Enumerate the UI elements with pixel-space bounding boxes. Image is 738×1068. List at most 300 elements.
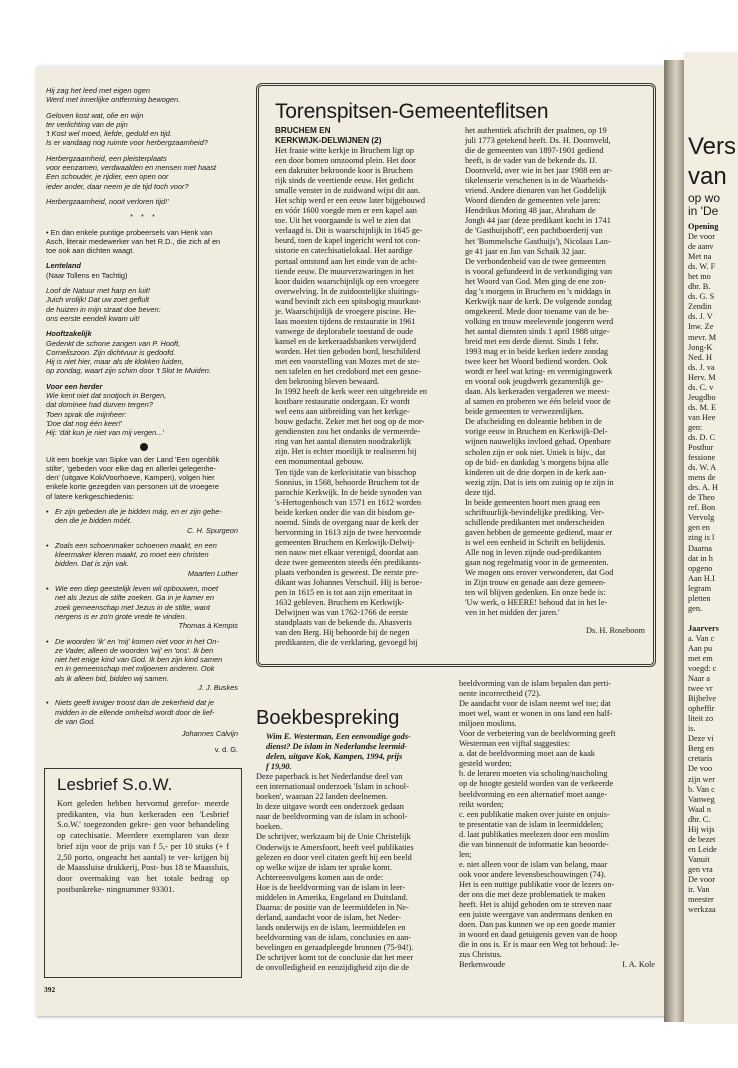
- poem-herder: [46, 391, 242, 437]
- text-line: werkzaa: [688, 905, 716, 915]
- text-line: beeldvorming van de islam, conclusies en aan-: [256, 932, 412, 942]
- text-line: de aanv: [688, 242, 714, 252]
- text-line: Wie kent niet dat snotjoch in Bergen,: [46, 391, 167, 401]
- text-line: Het schip werd er een eeuw later bijgebouwd: [275, 196, 425, 206]
- text-line: Geloven kost wat, olie en wijn: [46, 110, 144, 120]
- text-line: of latere kerkgeschiedenis:: [46, 491, 134, 501]
- text-line: miljoen moslims.: [459, 719, 517, 729]
- page-number: 392: [44, 985, 56, 994]
- text-line: Juich vrolijk! Dat uw zoet geflult: [46, 295, 150, 305]
- text-line: den bekroning bleven bewaard.: [275, 377, 380, 387]
- text-line: Meerdere exemplaren van deze brief zijn: [57, 831, 230, 851]
- text-line: e. niet alleen voor de islam van belang, maar: [459, 859, 608, 869]
- text-line: gemeenten Bruchem en Kerkwijk-Delwij-: [275, 537, 415, 547]
- text-line: ds. J. va: [688, 362, 715, 372]
- text-line: Aan H.I: [688, 573, 715, 583]
- text-line: Vervolg: [688, 513, 715, 523]
- text-line: voor de prijs van f 5,- per 10 stuks (+: [91, 841, 224, 851]
- text-line: plaats verbonden is geweest. De eerste pre-: [275, 567, 419, 577]
- text-line: Is er vandaag nog ruimte voor herbergzaamheid?: [46, 138, 208, 148]
- text-line: b. de leraren moeten via scholing/nascholing: [459, 769, 608, 779]
- text-line: toe ook aan dichten waagt.: [46, 246, 135, 256]
- text-line: ring van het aantal diensten noodzakelijk: [275, 437, 412, 447]
- left-column: [46, 86, 242, 754]
- text-line: gen en: [688, 523, 710, 533]
- text-line: delen, uitgave Kok, Kampen, 1994, prijs: [266, 752, 403, 762]
- text-line: de huizen in mijn straat doe beven:: [46, 304, 161, 314]
- text-line: tikelenserie verschenen is in de Waarheids-: [465, 176, 609, 186]
- text-line: naar de beeldvorming van de islam in school-: [256, 812, 408, 822]
- text-line: der ons die met deze problematiek te maken: [459, 889, 606, 899]
- text-line: wand bevindt zich een spitsbogig muurkast-: [275, 296, 422, 306]
- text-line: Ned. H: [688, 352, 712, 362]
- text-line: wijnen nauwelijks invloed gehad. Openbare: [465, 437, 611, 447]
- text-line: Toen sprak die mijnheer:: [46, 409, 127, 419]
- text-line: een dakruiter bekroonde koor is Bruchem: [275, 166, 414, 176]
- text-line: kinderen uit de drie dorpen in de kerk aan-: [465, 467, 607, 477]
- text-line: mevr. M: [688, 332, 717, 342]
- text-line: noemd. Sinds de overgang naar de kerk der: [275, 517, 419, 527]
- text-line: al samen en proberen we één beleid voor de: [465, 397, 611, 407]
- quote-item: • De woorden 'ik' en 'mij' komen niet voor in het On- ze Vader, alleen de woorden 'wij' en 'ons'. Ik ben niet het enige kind van God. Ik ben zijn kind samen en in gemeenschap met miljoenen anderen. Ook als ik alleen bid, bidden wij samen.: [46, 637, 242, 683]
- text-line: stilte', 'gebeden voor elke dag en allerlei gelegenhe-: [46, 463, 217, 473]
- book-gutter: [664, 60, 684, 1022]
- text-line: c. een publikatie maken over juiste en onjuis-: [459, 809, 610, 819]
- next-page-headline: Vers: [688, 133, 737, 160]
- text-line: vorige eeuw in Bruchem en Kerkwijk-Del-: [465, 427, 608, 437]
- text-line: middelen in Amerika, Engeland en Duitsland.: [256, 892, 408, 902]
- intro-paragraph: [46, 228, 242, 256]
- text-line: een juiste weergave van andermans denken en: [459, 910, 613, 920]
- poem-subtitle: (Naar Tollens en Tachtig): [46, 270, 128, 280]
- text-line: op zondag, waart zijn schim door 't Slot te Muiden.: [46, 366, 211, 376]
- text-line: worden. Het tien geboden bord, beschilderd: [275, 346, 421, 356]
- text-line: smalle venster in de zuidwand wijst dit aan.: [275, 186, 421, 196]
- text-line: Een schouder, je rijdier, een open oor: [46, 172, 169, 182]
- text-line: ten wil blijven gedenken. En onze bede is:: [465, 588, 606, 598]
- text-line: moet wel, want er wonen in ons land een half-: [459, 709, 613, 719]
- text-line: deze twee gemeenten steeds één predikants-: [275, 557, 422, 567]
- text-line: 'Doe dat nog één keer!': [46, 418, 122, 428]
- text-line: Gedenkt de schone zangen van P. Hooft,: [46, 338, 181, 348]
- text-line: Hij zag het leed met eigen ogen: [46, 86, 150, 95]
- text-line: fessione: [688, 453, 716, 463]
- quote-item: • Niets geeft inniger troost dan de zekerheid dat je midden in de ellende omhelsd wordt door de lief- de van God.: [46, 698, 242, 726]
- text-line: op de hoogte gesteld worden van de verkeerde: [459, 779, 614, 789]
- text-line: nergens is er zo'n grote vrede te vinden.: [55, 611, 187, 621]
- text-line: cretaris: [688, 754, 713, 764]
- text-line: heeft, is de vader van de bekende ds. IJ.: [465, 156, 598, 166]
- text-line: toe. Uit het voorgaande is wel te zien dat: [275, 216, 411, 226]
- text-line: en in gemeenschap met miljoenen anderen. Ook: [55, 664, 215, 674]
- text-line: Hendrikus Moring 48 jaar, Abraham de: [465, 206, 596, 216]
- text-line: Alle nog in leven zijnde oud-predikanten: [465, 547, 602, 557]
- text-line: Hoe is de beeldvorming van de islam in leer-: [256, 882, 406, 892]
- text-line: Herbergzaamheid, een pleisterplaats: [46, 153, 167, 163]
- text-line: beurd, toen de kapel ingericht werd tot con-: [275, 236, 421, 246]
- text-line: de van God.: [55, 716, 96, 726]
- text-line: kostbare restauratie ondergaan. Er wordt: [275, 397, 410, 407]
- text-line: Deze paperback is het Nederlandse deel van: [256, 772, 403, 782]
- text-line: schriftuurlijk-bevindelijke prediking. Ver-: [465, 507, 605, 517]
- text-line: mens de: [688, 473, 716, 483]
- text-line: daan. Als kerkeraden vergaderen we meest-: [465, 387, 610, 397]
- text-line: verlaagd is. Dit is waarschijnlijk in 1645 ge-: [275, 226, 423, 236]
- text-line: De verbondenheid van de twee gemeenten: [465, 256, 606, 266]
- text-line: Kort geleden hebben hervormd gerefor-: [57, 799, 200, 808]
- text-line: KERKWIJK-DELWIJNEN (2): [275, 136, 382, 145]
- text-line: gen vra: [688, 864, 713, 874]
- text-line: den' (uitgave Kok/Voorhoeve, Kampen), volgen hier: [46, 473, 215, 483]
- text-line: Zendin: [688, 302, 712, 312]
- text-line: met een voorstelling van Mozes met de ste-: [275, 356, 420, 366]
- text-line: Doornveld, over wie in het jaar 1988 een ar-: [465, 166, 613, 176]
- text-line: In deze uitgave wordt een onderzoek gedaan: [256, 802, 404, 812]
- text-line: dhr. C.: [688, 814, 711, 824]
- lesbrief-box: [44, 768, 242, 978]
- text-line: bidden. Dat is zijn vak.: [55, 559, 129, 569]
- text-line: van den Berg. Hij behoorde bij de negen: [275, 628, 410, 638]
- text-line: vanwege de deplorabele toestand de oude: [275, 326, 413, 336]
- text-line: ons eerste eendeli kwam uit!: [46, 313, 140, 323]
- text-line: Vanweg: [688, 794, 715, 804]
- text-line: vriend. Andere dienaren van het Goddelijk: [465, 186, 607, 196]
- poem-title-hooftzakelijk: Hooftzakelijk: [46, 329, 92, 339]
- text-line: De voor: [688, 232, 715, 242]
- text-line: gen voor behandeling op catechisatie.: [57, 820, 230, 841]
- text-line: gesteld worden;: [459, 759, 512, 769]
- text-line: ven in het midden der jaren.': [465, 608, 560, 618]
- text-line: en vooral ook jeugdwerk gezamenlijk ge-: [465, 377, 604, 387]
- text-line: b. Van c: [688, 784, 715, 794]
- text-line: juli 1773 getekend heeft. Ds. H. Doornveld,: [465, 136, 611, 146]
- text-line: opgeno: [688, 563, 713, 573]
- text-line: het Woord van God. Men ging de ene zon-: [465, 276, 607, 286]
- text-line: Naar a: [688, 674, 710, 684]
- text-line: BRUCHEM EN: [275, 126, 331, 135]
- poem-title-lenteland: Lenteland: [46, 261, 81, 271]
- text-line: Werd met innerlijke ontferming bewogen.: [46, 95, 181, 105]
- text-line: In beide gemeenten hoort men graag een: [465, 497, 600, 507]
- text-line: ds. D. C: [688, 432, 716, 442]
- text-line: ds. M. E: [688, 402, 717, 412]
- text-line: den die je bidden móét.: [55, 516, 132, 526]
- text-line: voor eenzamen, verdwaalden en mensen met haast: [46, 163, 217, 173]
- text-line: beeldvorming en een alternatief moet aange-: [459, 789, 608, 799]
- text-line: is vooral gefundeerd in de verkondiging van: [465, 266, 612, 276]
- text-line: tiende eeuw. De muurverzwaringen in het: [275, 266, 414, 276]
- text-line: zoek gemeenschap met Jezus in de stilte, want: [55, 602, 210, 612]
- text-line: Voor de verbetering van de beeldvorming geeft: [459, 729, 616, 739]
- poem-stanza-2: [46, 111, 242, 148]
- section-divider-dot: [140, 443, 148, 451]
- text-line: op de bid- en dankdag 's morgens bijna alle: [465, 457, 609, 467]
- text-line: Bijbelve: [688, 694, 717, 704]
- text-line: gaven hebben de gemeente gediend, maar er: [465, 527, 613, 537]
- text-line: beide kerken onder die van dit bisdom ge-: [275, 507, 415, 517]
- text-line: Delwijnen was van 1762-1766 de eerste: [275, 608, 408, 618]
- text-line: De woorden 'ik' en 'mij' komen niet voor in het On-: [55, 636, 219, 646]
- text-line: en vóór 1600 voegde men er een kapel aan: [275, 206, 417, 216]
- text-line: zijn. Het is echter moeilijk te realiseren bij: [275, 447, 417, 457]
- text-line: ieder ander, daar neem je de tijd toch voor?: [46, 181, 189, 191]
- text-line: Aan pu: [688, 643, 713, 653]
- lesbrief-title: Lesbrief S.o.W.: [57, 775, 173, 794]
- text-line: zijn wer: [688, 774, 715, 784]
- text-line: legram: [688, 583, 712, 593]
- text-line: en Leide: [688, 844, 717, 854]
- text-line: ds. J. V: [688, 312, 713, 322]
- text-line: boeken', waaraan 22 landen deelnemen.: [256, 792, 388, 802]
- section-divider-stars: * * *: [130, 212, 158, 222]
- article-subtitle: [275, 126, 455, 146]
- text-line: Hij: 'dát kun je niet van mij vergen...': [46, 428, 164, 438]
- quote-author: C. H. Spurgeon: [187, 525, 238, 535]
- text-line: het 'Bommelsche Gasthuijs'), Nicolaas Lan-: [465, 236, 611, 246]
- text-line: breid met een derde dienst. Sinds 1 febr.: [465, 336, 599, 346]
- text-line: De voor: [688, 875, 715, 884]
- article-signature: Ds. H. Roseboom: [585, 626, 645, 636]
- text-line: te presentatie van de islam in leermiddelen;: [459, 819, 604, 829]
- text-line: derland, aandacht voor de islam, het Neder-: [256, 912, 401, 922]
- text-line: je. Waarschijnlijk de vroegere piscine. He-: [275, 306, 417, 316]
- text-line: een internationaal onderzoek 'Islam in school-: [256, 782, 409, 792]
- text-line: Posthur: [688, 443, 714, 453]
- text-line: In 1992 heeft de kerk weer een uitgebreide en: [275, 387, 428, 397]
- text-line: koor duiden waarschijnlijk op een vroegere: [275, 276, 419, 286]
- text-line: bouw gedacht. Zeker met het oog op de mor-: [275, 417, 425, 427]
- review-place: Berkenwoude: [459, 960, 506, 970]
- text-line: gen.: [688, 603, 703, 613]
- text-line: met em: [688, 653, 713, 663]
- text-line: scholen zijn er ook niet. Uniek is bijv., dat: [465, 447, 606, 457]
- text-line: dikant was Johannes Verschuil. Hij is beroe-: [275, 578, 423, 588]
- text-line: Jong-K: [688, 342, 713, 352]
- text-line: zing is l: [688, 533, 715, 543]
- text-line: Vanuit: [688, 854, 710, 864]
- text-line: als ik alleen bid, bidden wij samen.: [55, 673, 169, 683]
- text-line: wel eens aan uitbreiding van het kerkge-: [275, 407, 410, 417]
- text-line: 's-Hertogenbosch van 1571 en 1612 worden: [275, 497, 421, 507]
- next-page-subhead: op wo: [688, 191, 721, 205]
- text-line: ook voor andere levensbeschouwingen (74).: [459, 869, 606, 879]
- text-line: ds. W. A: [688, 463, 717, 473]
- text-line: het mo: [688, 272, 711, 282]
- review-title: Boekbespreking: [256, 707, 400, 729]
- text-line: gaan nog regelmatig voor in de gemeenten.: [465, 558, 609, 568]
- text-line: sistorie en catechisatielokaal. Het aardige: [275, 246, 413, 256]
- text-line: opheffir: [688, 704, 715, 714]
- text-line: Ten tijde van de kerkvisitatie van bisschop: [275, 467, 417, 477]
- text-line: Het fraaie witte kerkje in Bruchem ligt op: [275, 146, 414, 155]
- text-line: ter verlichting van de pijn: [46, 119, 128, 129]
- text-line: een monumentaal gebouw.: [275, 457, 364, 467]
- text-line: overwelving. In de zuidoostelijke sluitings-: [275, 286, 420, 296]
- text-line: Asch, literair medewerker van het R.D., die zich af en: [46, 236, 221, 246]
- text-line: standplaats van de bekende ds. Ahasveris: [275, 618, 412, 628]
- text-line: f 2,50 porto, ongeacht het aantal) te ver-: [57, 841, 230, 862]
- text-line: kleermaker kleren maakt, zo moet een christen: [55, 550, 209, 560]
- text-line: De schrijver komt tot de conclusie dat het meer: [256, 953, 414, 963]
- text-line: Onderwijs te Amersfoort, heeft veel publikaties: [256, 842, 414, 852]
- poem-stanza-3: [46, 154, 242, 191]
- text-line: Er zijn gebeden die je bidden mág, en er zijn gebe-: [55, 506, 222, 516]
- text-line: nen nauw met elkaar verenigd, doordat aan: [275, 547, 419, 557]
- column-signature: v. d. G.: [214, 744, 238, 754]
- text-line: 1993 mag er in beide kerken iedere zondag: [465, 347, 609, 357]
- text-line: 'Uw werk, o HEERE! behoud dat in het le-: [465, 598, 608, 608]
- lesbrief-body: [57, 799, 229, 895]
- text-line: boeken.: [256, 822, 283, 832]
- text-line: meerde predikanten, via hun kerkeraden: [57, 799, 229, 819]
- review-column-1: [256, 732, 450, 973]
- text-line: ge 41 jaar en Jan van Schaik 32 jaar.: [465, 246, 586, 256]
- text-line: drs. A. H: [688, 483, 718, 493]
- text-line: kansel en de kerkeraadsbanken verwijderd: [275, 336, 416, 346]
- text-line: ningnummer 93301.: [106, 884, 175, 894]
- text-line: f 19,90.: [266, 762, 292, 772]
- text-line: bus 18 te Maassluis, door overmaking: [57, 863, 229, 883]
- text-line: die in ons is. Er is maar een Weg tot behoud: Je-: [459, 940, 620, 950]
- text-line: ds. C. v: [688, 382, 714, 392]
- text-line: Deze vi: [688, 734, 714, 744]
- text-line: Het is een nuttige publikatie voor de lezers on-: [459, 879, 615, 889]
- text-line: Waal n: [688, 804, 712, 814]
- quote-author: Maarten Luther: [187, 568, 238, 578]
- text-line: Loof de Natuur met harp en luit!: [46, 286, 150, 296]
- text-line: wezig zijn. Dat is iets om zuinig op te zijn in: [465, 477, 614, 487]
- poem-lenteland: [46, 286, 242, 323]
- poem-hooftzakelijk: [46, 339, 242, 376]
- text-line: Daarna: de positie van de leermiddelen in Ne-: [256, 902, 409, 912]
- text-line: Jaarvers: [688, 623, 719, 633]
- text-line: predikanten, die de verklaring, gevoegd bij: [275, 638, 418, 648]
- quote-author: J. J. Buskes: [198, 683, 238, 693]
- text-line: is wel een eenheid in Schrift en belijdenis.: [465, 537, 606, 547]
- text-line: 't Kost wel moed, liefde, geduld en tijd.: [46, 129, 172, 139]
- text-line: de 'Gasthuijshoff', een pachtboerderij van: [465, 226, 603, 236]
- text-line: midden in de ellende omhelsd wordt door de lief-: [55, 707, 215, 717]
- text-line: die de gemeenten van 1897-1901 gediend: [465, 146, 604, 156]
- text-line: meester: [688, 895, 714, 905]
- text-line: len;: [459, 849, 472, 859]
- text-line: gelezen en door veel citaten geeft hij een beeld: [256, 852, 412, 862]
- text-line: ref. Bon: [688, 503, 716, 513]
- text-line: laas moesten tijdens de restauratie in 1961: [275, 316, 416, 326]
- text-line: op welke wijze de islam ter sprake komt.: [256, 862, 392, 872]
- text-line: Wim E. Westerman, Een eenvoudige gods-: [266, 732, 411, 741]
- text-line: De aandacht voor de islam neemt wel toe; dat: [459, 699, 611, 709]
- poem-closing-line: Herbergzaamheid, nooit verloren tijd!': [46, 196, 169, 206]
- text-line: het authentiek afschrift der psalmen, op 19: [465, 126, 607, 135]
- text-line: is.: [688, 724, 696, 734]
- text-line: • En dan enkele puntige probeersels van Henk van: [46, 227, 213, 237]
- text-line: dienst? De islam in Nederlandse leermid-: [266, 742, 408, 752]
- text-line: ze Vader, alleen de woorden 'wij' en 'ons'. Ik ben: [55, 645, 214, 655]
- text-line: een door bomen omzoomd plein. Het door: [275, 156, 416, 166]
- text-line: zus Christus.: [459, 950, 502, 960]
- text-line: heeft. Het is altijd geboden om te streven naar: [459, 900, 612, 910]
- text-line: niet het enige kind van God. Ik ben zijn kind samen: [55, 655, 223, 665]
- text-line: a. Van c: [688, 633, 715, 643]
- quote-author: Johannes Calvijn: [181, 729, 238, 739]
- review-column-2: [459, 679, 655, 970]
- next-page-edge: [684, 52, 738, 1024]
- text-line: We mogen ons erover verwonderen, dat God: [465, 568, 614, 578]
- text-line: dat dominee had durven tergen?: [46, 400, 153, 410]
- text-line: 1632 gebleven. Bruchem en Kerkwijk-: [275, 598, 405, 608]
- text-line: a. dat de beeldvorming moet aan de kaak: [459, 749, 595, 759]
- text-line: Achtereenvolgens komen aan de orde:: [256, 872, 384, 882]
- text-line: Corneliszoon. Zijn dichtvuur is gedoofd.: [46, 347, 176, 357]
- text-line: Opening: [688, 222, 719, 231]
- next-page-headline: van: [688, 163, 727, 190]
- text-line: in Zijn trouw en genade aan deze gemeen-: [465, 578, 606, 588]
- quote-item: • Wie een diep geestelijk leven wil opbouwen, moet net als Jezus de stilte zoeken. Ga in je kamer en zoek gemeenschap met Jezus in de stilte, want nergens is er zo'n grote vrede te vinden.: [46, 584, 242, 621]
- text-line: gendiensten zou het ondanks de vermeerde-: [275, 427, 421, 437]
- torenspitsen-article: [256, 83, 656, 667]
- text-line: twee keer het Woord bediend worden. Ook: [465, 357, 608, 367]
- text-line: rijk sinds de veertiende eeuw. Het gedicht: [275, 176, 414, 186]
- text-line: Daarna: [688, 543, 712, 553]
- review-author: I. A. Kole: [622, 960, 655, 970]
- text-line: enkele korte gezegden van personen uit de vroegere: [46, 482, 219, 492]
- text-line: gen:: [688, 422, 703, 432]
- text-line: beide gemeenten te verwezenlijken.: [465, 407, 584, 417]
- text-line: Wie een diep geestelijk leven wil opbouwen, moet: [55, 584, 219, 594]
- text-line: schillende predikanten met onderscheiden: [465, 517, 605, 527]
- text-line: die van binnenuit de informatie kan beoorde-: [459, 839, 609, 849]
- text-line: Zoals een schoenmaker schoenen maakt, en een: [55, 540, 217, 550]
- text-line: Hij is niet hier, maar als de klokken luiden,: [46, 357, 184, 367]
- text-line: ds. G. S: [688, 292, 715, 302]
- text-line: dat in h: [688, 553, 713, 563]
- text-line: twee vr: [688, 684, 713, 694]
- text-line: de onvolledigheid en eenzijdigheid zijn die de: [256, 963, 409, 973]
- text-line: Hij wijs: [688, 824, 715, 834]
- text-line: Uit een boekje van Sipke van der Land 'Een ogenblik: [46, 454, 220, 464]
- text-line: pletten: [688, 593, 711, 603]
- text-line: dag 's morgens in Bruchem en 's middags in: [465, 286, 611, 296]
- text-line: ir. Van: [688, 885, 710, 895]
- text-line: een 'Lesbrief S.o.W.' toegezonden gekre-: [57, 809, 229, 830]
- text-line: Niets geeft inniger troost dan de zekerheid dat je: [55, 698, 214, 708]
- text-line: liteit zo: [688, 714, 714, 724]
- text-line: Westerman een vijftal suggesties:: [459, 739, 571, 749]
- text-line: Herv. M: [688, 372, 716, 382]
- text-line: Inw. Ze: [688, 322, 714, 332]
- text-line: Jeugdbo: [688, 392, 716, 402]
- text-line: lands onderwijs en de islam, leermiddelen en: [256, 922, 406, 932]
- text-line: omgekeerd. Mede door toename van de be-: [465, 306, 609, 316]
- text-line: nen tafelen en het credobord met een gesne-: [275, 367, 422, 377]
- review-book-reference: [256, 732, 450, 772]
- text-line: Berg en: [688, 744, 714, 754]
- text-line: De voo: [688, 764, 713, 774]
- text-line: de Theo: [688, 493, 715, 503]
- text-line: het aantal diensten sinds 1 april 1988 uitge-: [465, 326, 610, 336]
- quote-item: • Er zijn gebeden die je bidden mág, en er zijn gebe- den die je bidden móét.: [46, 507, 242, 526]
- article-column-1: [275, 126, 455, 648]
- text-line: reikt worden;: [459, 799, 504, 809]
- text-line: deze tijd.: [465, 487, 496, 497]
- text-line: ds. W. F: [688, 262, 716, 272]
- text-line: nente incorrectheid (72).: [459, 689, 541, 699]
- text-line: krijgen bij de Maassluise drukkerij, Post-: [57, 852, 230, 873]
- text-line: doen. Dan pas kunnen we op een goede manier: [459, 920, 616, 930]
- text-line: De schrijver, werkzaam bij de Unie Christelijk: [256, 832, 411, 842]
- text-line: dhr. B.: [688, 282, 711, 292]
